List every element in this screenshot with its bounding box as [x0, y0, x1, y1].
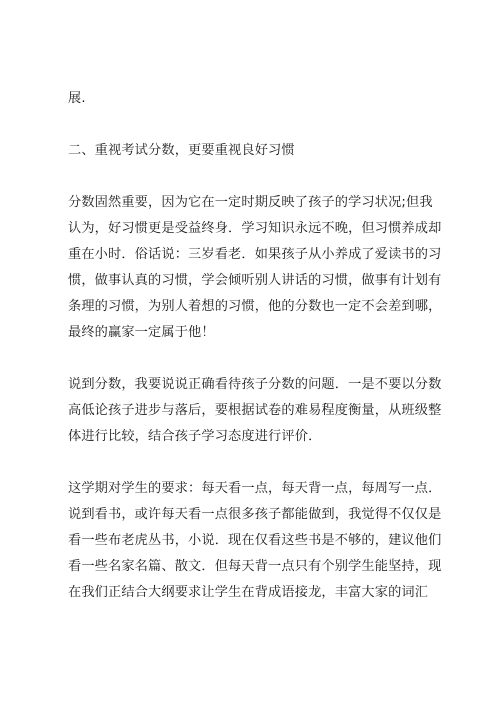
paragraph-line: 在我们正结合大纲要求让学生在背成语接龙，丰富大家的词汇 [68, 585, 429, 600]
paragraph-1 [68, 190, 440, 346]
paragraph-line: 这学期对学生的要求：每天看一点，每天背一点，每周写一点． [68, 481, 442, 496]
paragraph-line: 条理的习惯，为别人着想的习惯，他的分数也一定不会差到哪， [68, 299, 442, 314]
intro-line: 展. [68, 91, 86, 106]
section-heading: 二、重视考试分数，更要重视良好习惯 [68, 143, 295, 158]
paragraph-gap [68, 450, 440, 476]
paragraph-2 [68, 372, 440, 450]
document-body [68, 86, 440, 606]
paragraph-gap [68, 112, 440, 138]
paragraph-line: 说到分数，我要说说正确看待孩子分数的问题．一是不要以分数 [68, 377, 442, 392]
paragraph-3 [68, 476, 440, 606]
paragraph-line: 惯，做事认真的习惯，学会倾听别人讲话的习惯，做事有计划有 [68, 273, 442, 288]
paragraph-line: 高低论孩子进步与落后，要根据试卷的难易程度衡量，从班级整 [68, 403, 442, 418]
paragraph-line: 分数固然重要，因为它在一定时期反映了孩子的学习状况;但我 [68, 195, 433, 210]
paragraph-line: 看一些布老虎丛书，小说．现在仅看这些书是不够的，建议他们 [68, 533, 442, 548]
paragraph-line: 体进行比较，结合孩子学习态度进行评价． [68, 429, 322, 444]
paragraph-gap [68, 164, 440, 190]
paragraph-line: 看一些名家名篇、散文．但每天背一点只有个别学生能坚持，现 [68, 559, 442, 574]
paragraph-gap [68, 346, 440, 372]
paragraph-line: 最终的赢家一定属于他！ [68, 325, 215, 340]
paragraph-line: 重在小时．俗话说：三岁看老．如果孩子从小养成了爱读书的习 [68, 247, 442, 262]
paragraph-line: 说到看书，或许每天看一点很多孩子都能做到，我觉得不仅仅是 [68, 507, 442, 522]
paragraph-line: 认为，好习惯更是受益终身．学习知识永远不晚，但习惯养成却 [68, 221, 442, 236]
